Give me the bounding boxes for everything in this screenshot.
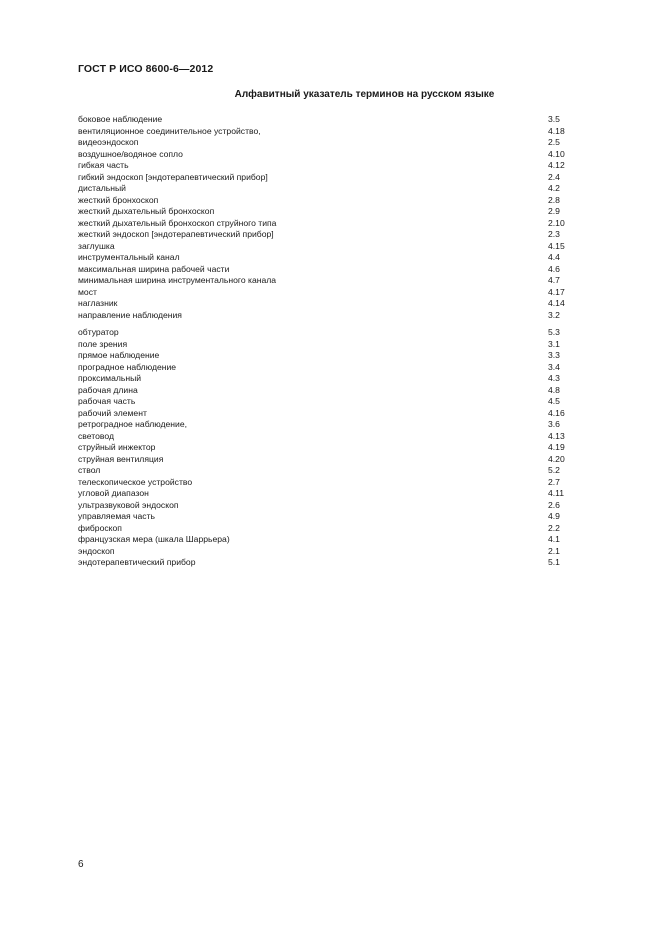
index-entry xyxy=(78,183,568,195)
index-term: рабочая длина xyxy=(78,384,138,395)
index-reference: 4.4 xyxy=(548,252,560,262)
document-header-code: ГОСТ Р ИСО 8600-6—2012 xyxy=(78,63,214,75)
index-term: ультразвуковой эндоскоп xyxy=(78,499,179,510)
index-term: телескопическое устройство xyxy=(78,476,193,487)
index-reference: 4.6 xyxy=(548,263,560,274)
index-reference: 4.15 xyxy=(548,240,565,251)
index-reference: 4.20 xyxy=(548,453,565,464)
index-reference: 2.10 xyxy=(548,217,565,228)
index-entry xyxy=(78,500,568,512)
index-reference: 2.5 xyxy=(548,137,560,147)
index-term: рабочий элемент xyxy=(78,407,147,418)
index-entry xyxy=(78,373,568,385)
index-reference: 4.7 xyxy=(548,275,560,285)
index-reference: 2.2 xyxy=(548,522,560,533)
index-term: заглушка xyxy=(78,240,115,251)
index-term: световод xyxy=(78,430,114,441)
index-reference: 2.3 xyxy=(548,229,560,239)
index-reference: 5.3 xyxy=(548,327,560,337)
index-entry xyxy=(78,126,568,138)
index-reference: 4.9 xyxy=(548,511,560,521)
index-entry xyxy=(78,287,568,299)
index-term: ретроградное наблюдение, xyxy=(78,419,188,429)
index-entry xyxy=(78,339,568,351)
index-reference: 2.1 xyxy=(548,545,560,556)
index-reference: 4.16 xyxy=(548,407,565,418)
index-reference: 4.10 xyxy=(548,148,565,159)
index-reference: 2.8 xyxy=(548,194,560,205)
index-entry xyxy=(78,557,568,569)
index-entry xyxy=(78,523,568,535)
index-entry xyxy=(78,442,568,454)
index-reference: 4.13 xyxy=(548,430,565,441)
index-reference: 5.1 xyxy=(548,557,560,567)
index-reference: 4.19 xyxy=(548,442,565,452)
index-term: эндотерапевтический прибор xyxy=(78,557,196,567)
index-term: эндоскоп xyxy=(78,545,115,556)
index-term: жесткий бронхоскоп xyxy=(78,194,159,205)
index-entry xyxy=(78,454,568,466)
index-entry xyxy=(78,114,568,126)
index-reference: 3.3 xyxy=(548,350,560,360)
index-reference: 2.9 xyxy=(548,206,560,216)
index-entry xyxy=(78,206,568,218)
index-reference: 4.11 xyxy=(548,488,565,498)
index-term: мост xyxy=(78,286,97,297)
index-entry xyxy=(78,396,568,408)
index-reference: 4.5 xyxy=(548,396,560,406)
index-reference: 4.1 xyxy=(548,534,560,544)
index-term: французская мера (шкала Шаррьера) xyxy=(78,534,230,544)
index-entry xyxy=(78,160,568,172)
index-term: ствол xyxy=(78,465,101,475)
index-entry xyxy=(78,385,568,397)
index-entry xyxy=(78,362,568,374)
index-term: жесткий дыхательный бронхоскоп xyxy=(78,206,215,216)
index-reference: 4.12 xyxy=(548,160,565,170)
index-entry xyxy=(78,327,568,339)
index-term: обтуратор xyxy=(78,327,119,337)
page-number: 6 xyxy=(78,859,84,870)
index-entry xyxy=(78,264,568,276)
index-entry xyxy=(78,195,568,207)
index-entry xyxy=(78,172,568,184)
index-term: рабочая часть xyxy=(78,396,136,406)
index-reference: 3.4 xyxy=(548,361,560,372)
index-reference: 3.6 xyxy=(548,419,560,429)
index-reference: 2.7 xyxy=(548,476,560,487)
index-term: видеоэндоскоп xyxy=(78,137,139,147)
index-entry xyxy=(78,350,568,362)
index-title: Алфавитный указатель терминов на русском языке xyxy=(234,89,495,100)
index-entry xyxy=(78,546,568,558)
index-term: фиброскоп xyxy=(78,522,122,533)
index-term: поле зрения xyxy=(78,338,128,349)
index-term: направление наблюдения xyxy=(78,309,182,320)
index-entry xyxy=(78,511,568,523)
index-term: гибкий эндоскоп [эндотерапевтический прибор] xyxy=(78,171,268,182)
index-entry xyxy=(78,149,568,161)
index-term: струйная вентиляция xyxy=(78,453,164,464)
index-reference: 3.1 xyxy=(548,338,560,349)
index-term: гибкая часть xyxy=(78,160,129,170)
index-reference: 2.6 xyxy=(548,499,560,510)
index-reference: 4.2 xyxy=(548,183,560,193)
index-term: жесткий дыхательный бронхоскоп струйного типа xyxy=(78,217,277,228)
index-term: минимальная ширина инструментального канала xyxy=(78,275,277,285)
index-term: управляемая часть xyxy=(78,511,156,521)
index-reference: 2.4 xyxy=(548,171,560,182)
index-entry xyxy=(78,310,568,322)
index-term: воздушное/водяное сопло xyxy=(78,148,183,159)
index-list-group-b xyxy=(78,327,568,569)
index-reference: 3.2 xyxy=(548,309,560,320)
index-entry xyxy=(78,241,568,253)
index-entry xyxy=(78,419,568,431)
index-term: наглазник xyxy=(78,298,118,308)
index-entry xyxy=(78,477,568,489)
index-entry xyxy=(78,298,568,310)
index-reference: 4.18 xyxy=(548,125,565,136)
index-entry xyxy=(78,218,568,230)
index-term: проксимальный xyxy=(78,373,142,383)
index-entry xyxy=(78,137,568,149)
index-term: вентиляционное соединительное устройство, xyxy=(78,125,261,136)
index-entry xyxy=(78,275,568,287)
index-reference: 4.17 xyxy=(548,286,565,297)
index-entry xyxy=(78,252,568,264)
index-term: инструментальный канал xyxy=(78,252,180,262)
index-entry xyxy=(78,408,568,420)
index-term: дистальный xyxy=(78,183,126,193)
index-term: проградное наблюдение xyxy=(78,361,177,372)
index-reference: 4.3 xyxy=(548,373,560,383)
index-entry xyxy=(78,534,568,546)
index-list-group-a xyxy=(78,114,568,321)
index-term: струйный инжектор xyxy=(78,442,156,452)
index-term: боковое наблюдение xyxy=(78,114,163,124)
index-term: жесткий эндоскоп [эндотерапевтический прибор] xyxy=(78,229,274,239)
index-entry xyxy=(78,488,568,500)
index-entry xyxy=(78,431,568,443)
index-reference: 5.2 xyxy=(548,465,560,475)
index-entry xyxy=(78,229,568,241)
index-term: угловой диапазон xyxy=(78,488,149,498)
index-term: максимальная ширина рабочей части xyxy=(78,263,230,274)
index-reference: 4.14 xyxy=(548,298,565,308)
index-entry xyxy=(78,465,568,477)
index-reference: 4.8 xyxy=(548,384,560,395)
index-term: прямое наблюдение xyxy=(78,350,160,360)
index-reference: 3.5 xyxy=(548,114,560,124)
